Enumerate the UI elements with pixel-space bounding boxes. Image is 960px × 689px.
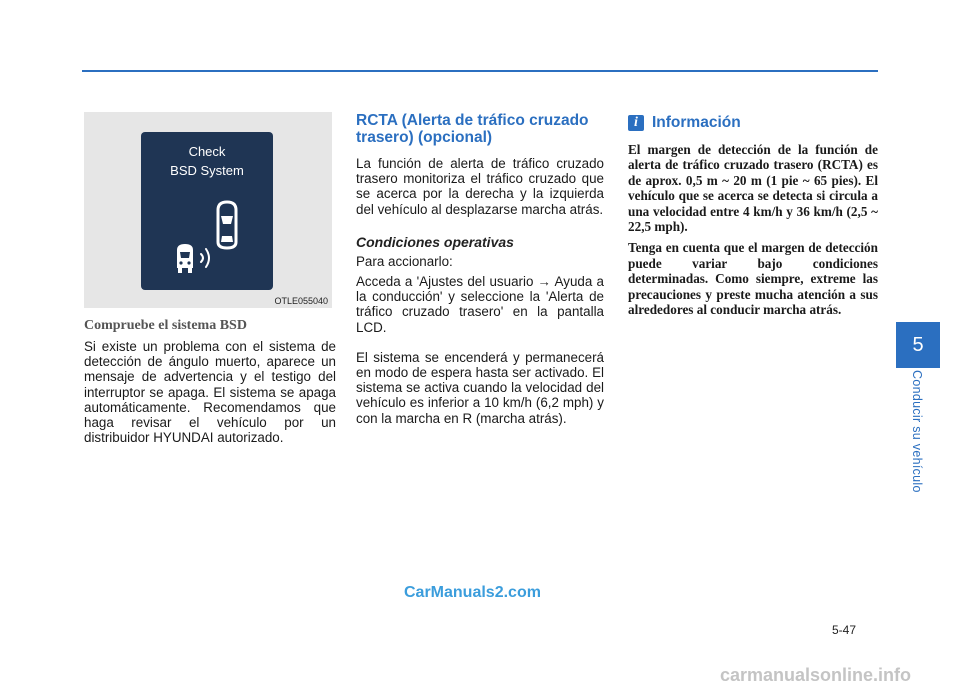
info-title: Información <box>652 114 741 131</box>
watermark-carmanualsonline: carmanualsonline.info <box>720 665 912 685</box>
info-text-range: El margen de detección de la función de alerta de tráfico cruzado trasero (RCTA) es de aprox. 0,5 m ~ 20 m (1 pie ~ 65 pies). El vehículo que se acerca se detecta si circula a una velocidad entre 4 km/h y 36 km/h (2,5 ~ 22,5 mph). <box>628 142 878 235</box>
activate-text: Acceda a 'Ajustes del usuario → Ayuda a la conducción' y seleccione la 'Alerta de tráfico cruzado trasero' en la pantalla LCD. <box>356 274 604 335</box>
watermark-carmanuals2-link[interactable]: CarManuals2.com <box>404 584 541 601</box>
bsd-check-heading: Compruebe el sistema BSD <box>84 318 247 333</box>
bsd-check-paragraph: Si existe un problema con el sistema de detección de ángulo muerto, aparece un mensaje de advertencia y el testigo del interruptor se apaga. El sistema se apaga automáticamente. Recomendamos que haga revisar el vehículo por un distribuidor HYUNDAI autorizado. <box>84 339 336 446</box>
info-text-caution: Tenga en cuenta que el margen de detección puede variar bajo condiciones determinadas. Como siempre, extreme las precauciones y preste mucha atención a sus alrededores al conducir marcha atrás. <box>628 240 878 318</box>
rcta-title: RCTA (Alerta de tráfico cruzado trasero) (opcional) <box>356 112 589 146</box>
operating-conditions-heading: Condiciones operativas <box>356 233 514 250</box>
rcta-intro: La función de alerta de tráfico cruzado trasero monitoriza el tráfico cruzado que se acerca por la derecha y la izquierda del vehículo al desplazarse marcha atrás. <box>356 156 604 217</box>
bsd-warning-figure <box>84 112 332 308</box>
activate-label: Para accionarlo: <box>356 253 453 269</box>
page-number: 5-47 <box>832 623 857 637</box>
figure-code: OTLE055040 <box>274 296 328 306</box>
standby-text: El sistema se encenderá y permanecerá en modo de espera hasta ser activado. El sistema se activa cuando la velocidad del vehículo es inferior a 10 km/h (6,2 mph) y con la marcha en R (marcha atrás). <box>356 349 604 426</box>
info-header <box>628 114 878 132</box>
cluster-display <box>141 132 273 290</box>
display-line-check: Check <box>188 144 226 159</box>
display-line-bsd-system: BSD System <box>170 163 244 178</box>
info-icon: i <box>628 115 644 131</box>
column-bsd-check <box>84 318 336 445</box>
info-box <box>628 114 878 317</box>
top-rule <box>82 70 878 72</box>
column-rcta <box>356 112 604 426</box>
chapter-label: Conducir su vehículo <box>910 370 924 493</box>
chapter-tab: 5 <box>896 322 940 368</box>
blind-spot-cars-icon <box>141 132 273 290</box>
